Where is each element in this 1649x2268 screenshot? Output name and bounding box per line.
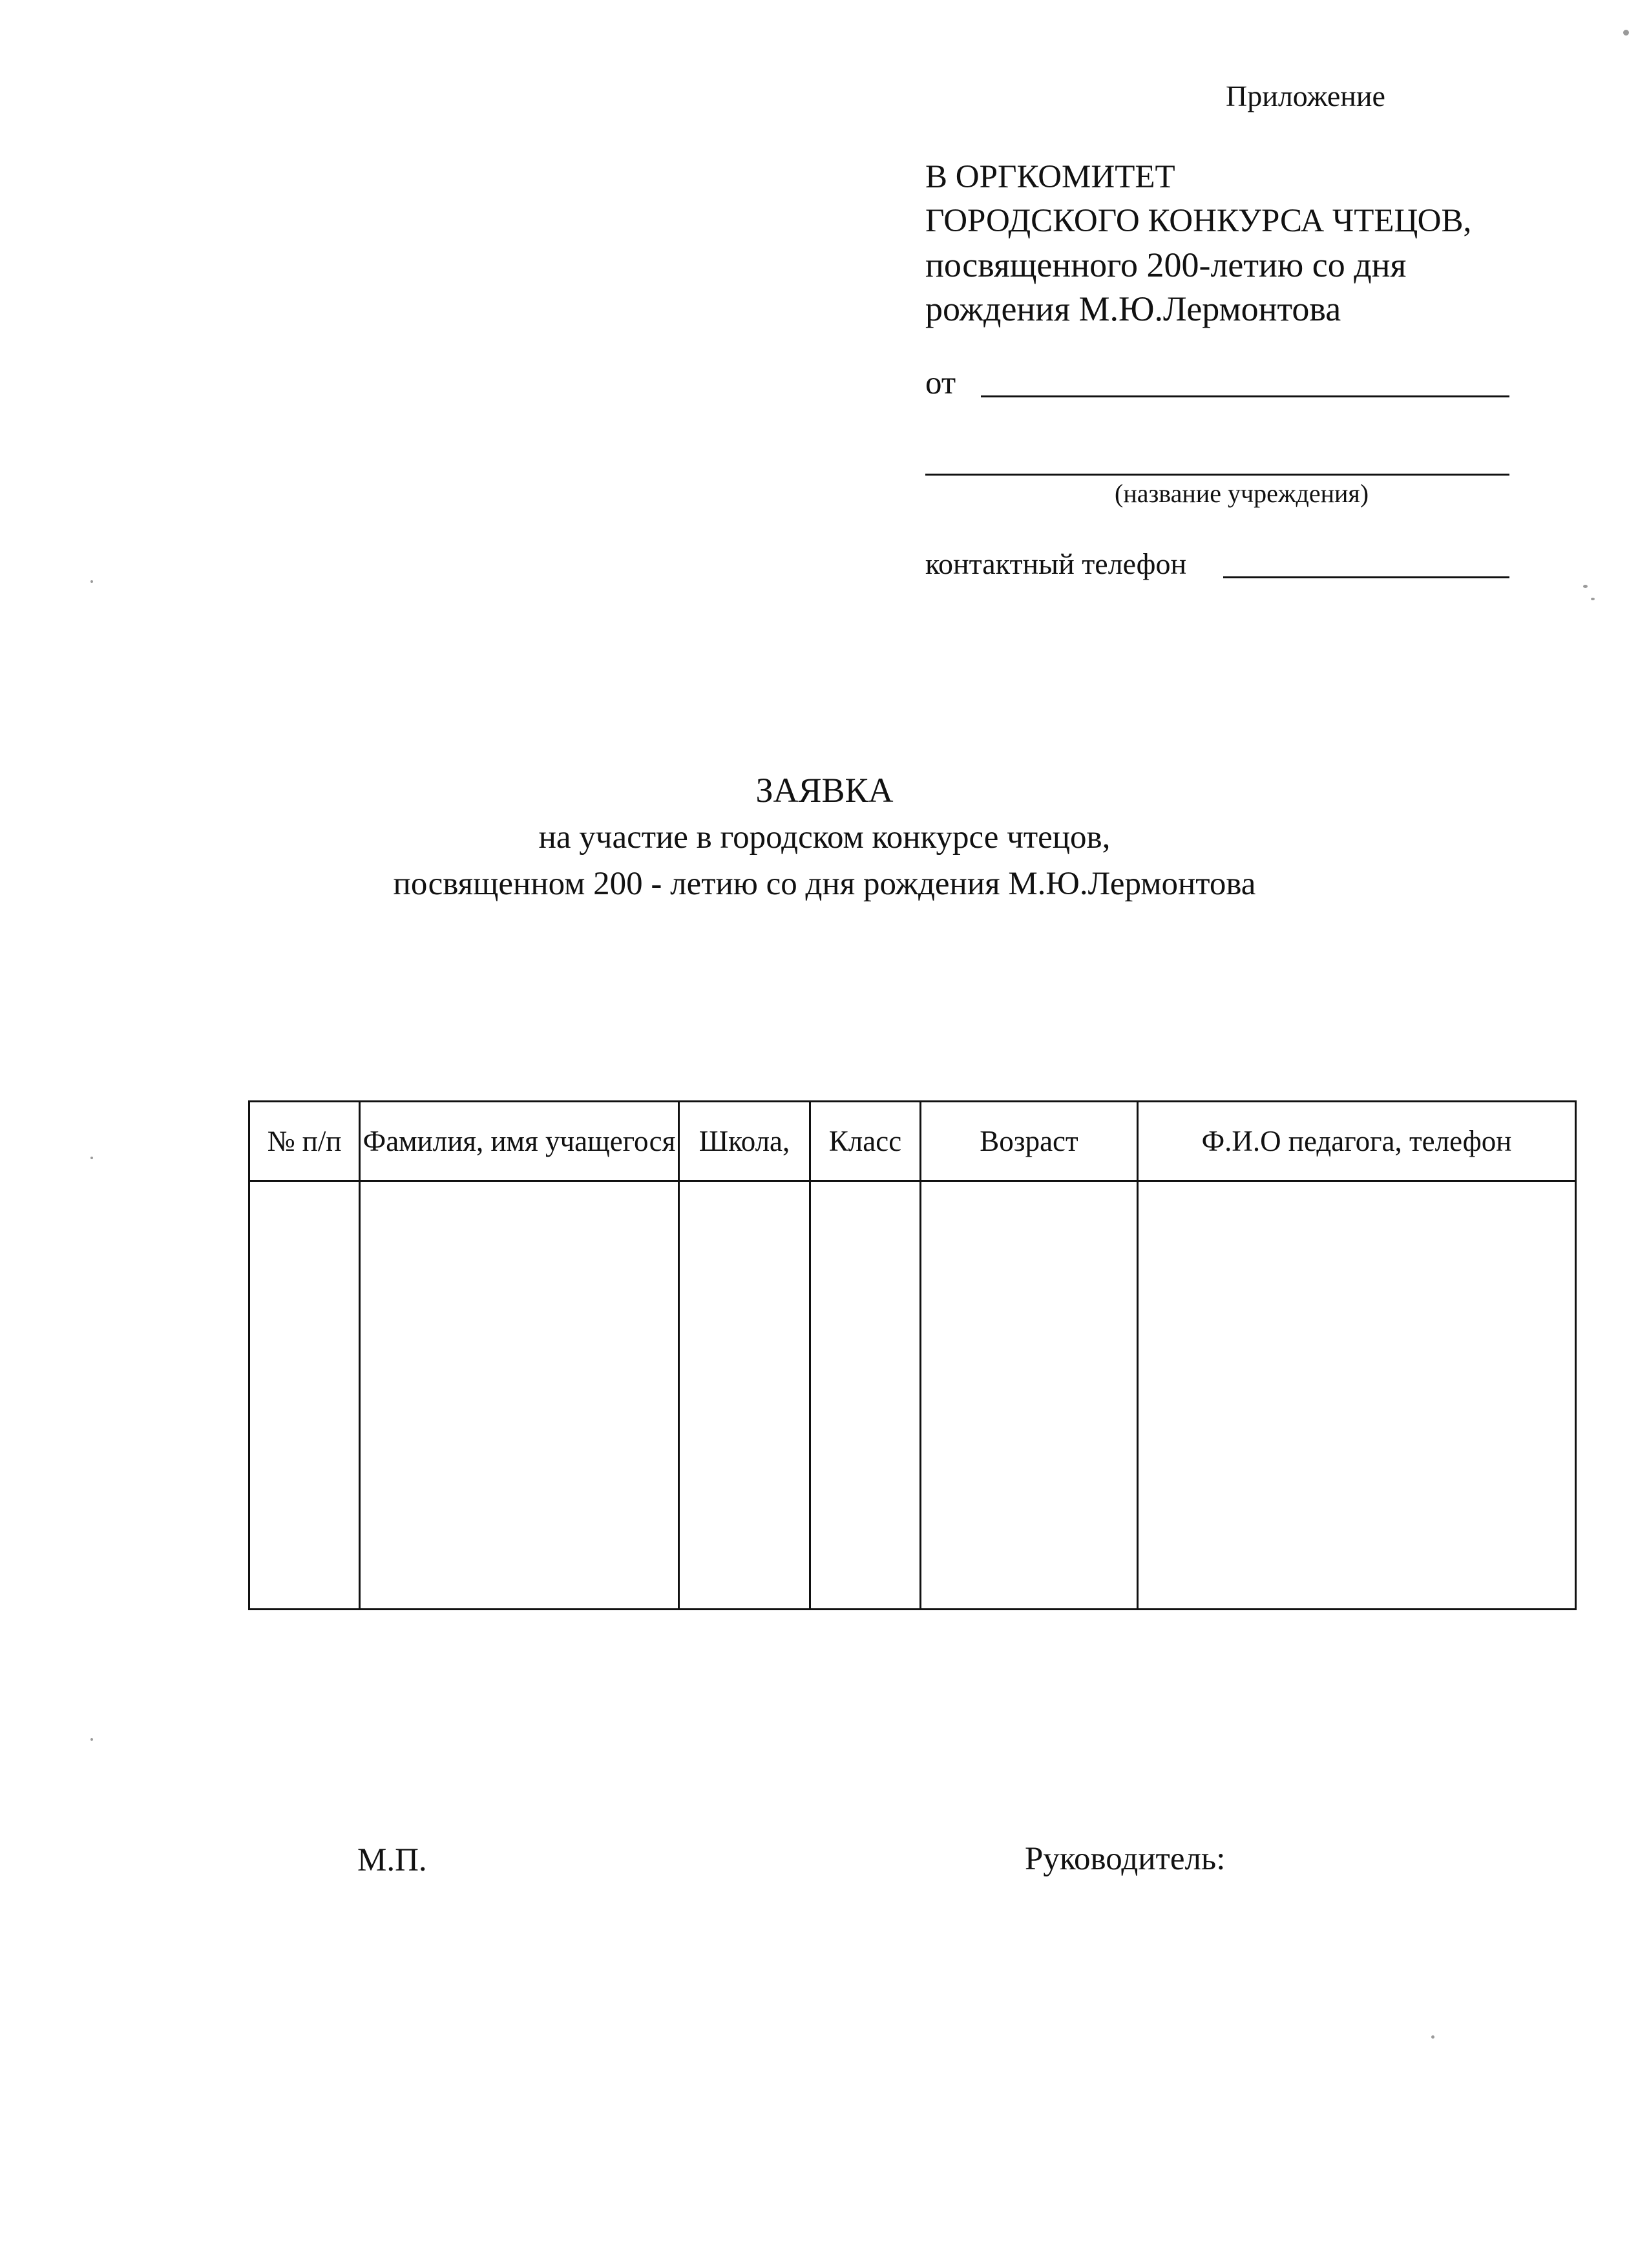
institution-field[interactable] (925, 474, 1509, 476)
stamp-label: М.П. (357, 1842, 427, 1878)
addressee-line-3: посвященного 200-летию со дня (925, 246, 1407, 284)
column-header-grade: Класс (810, 1102, 921, 1181)
document-title-block (0, 766, 1649, 907)
column-header-school: Школа, (679, 1102, 810, 1181)
table-cell-teacher[interactable] (1138, 1181, 1576, 1610)
column-header-age: Возраст (921, 1102, 1138, 1181)
table-cell-school[interactable] (679, 1181, 810, 1610)
application-table (248, 1100, 1577, 1610)
addressee-block (925, 155, 1471, 331)
institution-caption: (название учреждения) (1115, 479, 1369, 508)
document-subtitle-line-1: на участие в городском конкурсе чтецов, (538, 819, 1111, 856)
scan-speck (90, 1157, 93, 1159)
document-title: ЗАЯВКА (755, 771, 894, 810)
table-header-row (249, 1102, 1576, 1181)
head-signature-label: Руководитель: (1025, 1841, 1226, 1877)
scan-speck (90, 580, 93, 583)
table-cell-grade[interactable] (810, 1181, 921, 1610)
document-subtitle-line-2: посвященном 200 - летию со дня рождения М.Ю.Лермонтова (393, 866, 1256, 902)
column-header-teacher: Ф.И.О педагога, телефон (1138, 1102, 1576, 1181)
scan-speck (1591, 598, 1595, 600)
scan-speck (90, 1738, 93, 1741)
scan-speck (1431, 2035, 1434, 2039)
column-header-student-name: Фамилия, имя учащегося (360, 1102, 679, 1181)
appendix-label: Приложение (1226, 79, 1385, 112)
phone-field[interactable] (1223, 576, 1509, 578)
table-cell-age[interactable] (921, 1181, 1138, 1610)
table-cell-student-name[interactable] (360, 1181, 679, 1610)
table-row (249, 1181, 1576, 1610)
from-label: от (925, 365, 956, 401)
scan-speck (1623, 30, 1629, 36)
from-field[interactable] (981, 395, 1509, 397)
addressee-line-2: ГОРОДСКОГО КОНКУРСА ЧТЕЦОВ, (925, 203, 1472, 239)
addressee-line-4: рождения М.Ю.Лермонтова (925, 289, 1341, 328)
phone-label: контактный телефон (925, 547, 1187, 580)
column-header-number: № п/п (249, 1102, 360, 1181)
addressee-line-1: В ОРГКОМИТЕТ (925, 159, 1175, 195)
scan-speck (1583, 585, 1588, 588)
table-cell-number[interactable] (249, 1181, 360, 1610)
